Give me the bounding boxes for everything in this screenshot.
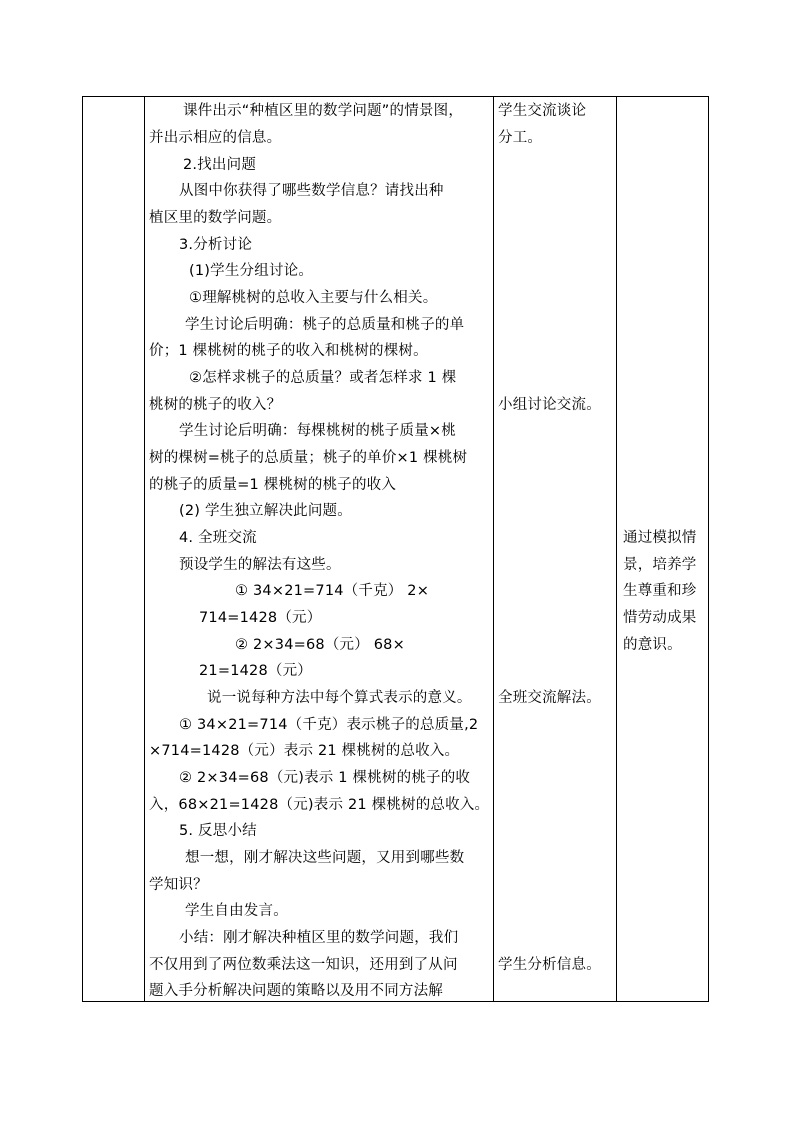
process-text-line: 不仅用到了两位数乘法这一知识，还用到了从问 [149, 957, 458, 973]
student-activity-column [494, 97, 617, 1001]
student-activity-class-solutions: 全班交流解法。 [498, 690, 601, 706]
process-text-line: ① 34×21=714（千克）表示桃子的总质量,2 [179, 717, 479, 733]
process-text-line: ② 2×34=68（元)表示 1 棵桃树的桃子的收 [179, 770, 471, 786]
process-text-line: 从图中你获得了哪些数学信息？请找出种 [179, 183, 444, 199]
process-text-line: 桃树的桃子的收入？ [149, 397, 282, 413]
design-intent-column [617, 97, 710, 1001]
design-intent-line-3: 生尊重和珍 [623, 583, 697, 599]
process-text-line: ②怎样求桃子的总质量？或者怎样求 1 棵 [189, 370, 457, 386]
process-text-line: ×714=1428（元）表示 21 棵桃树的总收入。 [149, 743, 460, 759]
process-text-line: (1)学生分组讨论。 [189, 263, 314, 279]
student-activity-group-discussion: 小组讨论交流。 [498, 397, 601, 413]
process-text-line: 714=1428（元） [199, 610, 322, 626]
design-intent-line-4: 惜劳动成果 [623, 610, 697, 626]
process-text-line: 树的棵树=桃子的总质量；桃子的单价×1 棵桃树 [149, 450, 468, 466]
process-text-line: 5. 反思小结 [179, 823, 257, 839]
teaching-process-column [145, 97, 494, 1001]
process-text-line: 入，68×21=1428（元)表示 21 棵桃树的总收入。 [149, 797, 490, 813]
process-text-line: 学生自由发言。 [185, 903, 288, 919]
process-text-line: 题入手分析解决问题的策略以及用不同方法解 [149, 983, 443, 999]
student-activity-analyze-info: 学生分析信息。 [498, 957, 601, 973]
process-text-line: 说一说每种方法中每个算式表示的意义。 [207, 690, 472, 706]
process-text-line: 学生讨论后明确：每棵桃树的桃子质量×桃 [179, 423, 456, 439]
process-text-line: 想一想，刚才解决这些问题，又用到哪些数 [185, 850, 465, 866]
process-text-line: 价；1 棵桃树的桃子的收入和桃树的棵树。 [149, 343, 428, 359]
student-activity-discussion-line-1: 学生交流谈论 [498, 103, 587, 119]
stage-column [83, 97, 145, 1001]
process-text-line: 学生讨论后明确：桃子的总质量和桃子的单 [185, 317, 465, 333]
process-text-line: 的桃子的质量=1 棵桃树的桃子的收入 [149, 477, 397, 493]
design-intent-line-1: 通过模拟情 [623, 530, 697, 546]
design-intent-line-5: 的意识。 [623, 637, 682, 653]
process-text-line: 预设学生的解法有这些。 [179, 557, 341, 573]
process-text-line: 植区里的数学问题。 [149, 210, 282, 226]
process-text-line: ② 2×34=68（元） 68× [235, 637, 405, 653]
process-text-line: ①理解桃树的总收入主要与什么相关。 [189, 290, 438, 306]
process-text-line: 4. 全班交流 [179, 530, 257, 546]
student-activity-discussion-line-2: 分工。 [498, 130, 543, 146]
process-text-line: 并出示相应的信息。 [149, 130, 282, 146]
process-text-line: 21=1428（元） [199, 663, 313, 679]
process-text-line: 小结：刚才解决种植区里的数学问题，我们 [179, 930, 459, 946]
process-text-line: 3.分析讨论 [179, 237, 253, 253]
process-text-line: 2.找出问题 [183, 157, 257, 173]
process-text-line: ① 34×21=714（千克） 2× [235, 583, 430, 599]
process-text-line: 学知识？ [149, 877, 208, 893]
process-text-line: 课件出示“种植区里的数学问题”的情景图， [183, 103, 464, 119]
process-text-line: (2) 学生独立解决此问题。 [179, 503, 352, 519]
lesson-table [82, 96, 709, 1002]
design-intent-line-2: 景，培养学 [623, 557, 697, 573]
